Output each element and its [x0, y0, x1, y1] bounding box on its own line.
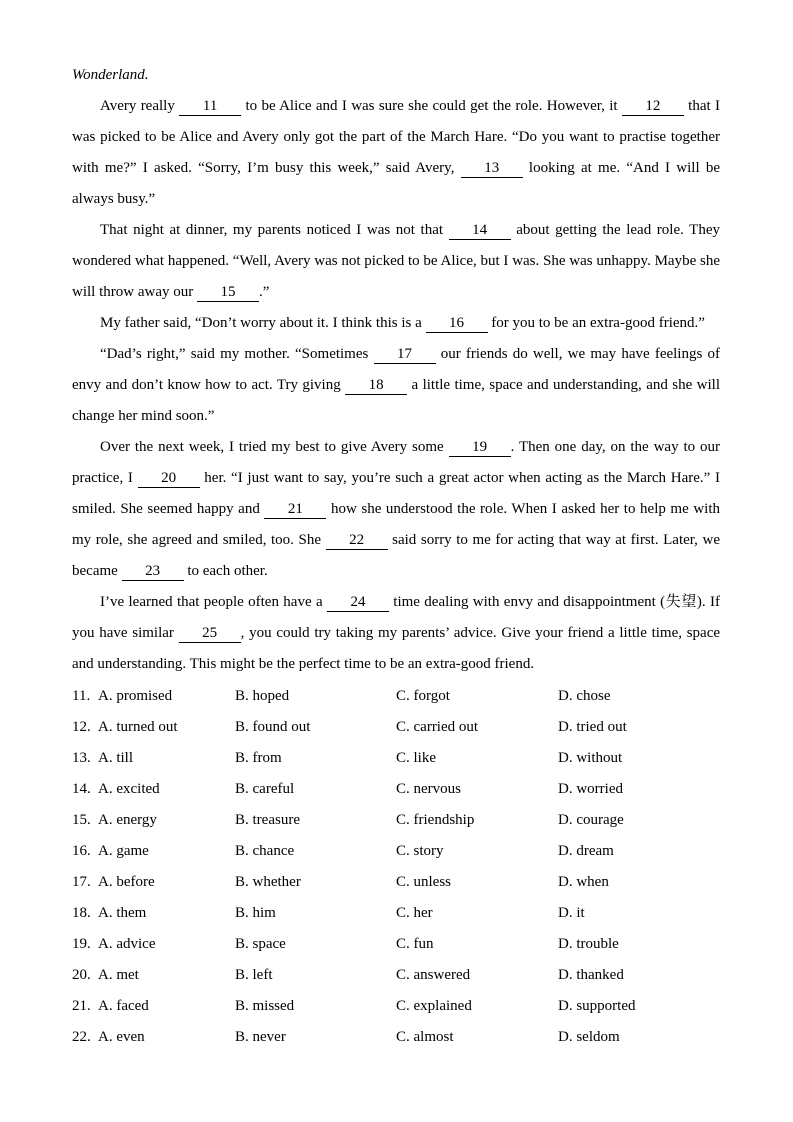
option-choice-a: A. energy [98, 812, 157, 828]
blank-24: 24 [327, 594, 389, 612]
option-choice-c: C. forgot [396, 688, 450, 704]
option-choice-d: D. without [558, 750, 623, 766]
option-choice-b: B. left [235, 967, 273, 983]
option-number: 21. [72, 998, 91, 1014]
option-choice-c: C. story [396, 843, 444, 859]
option-choice-d: D. seldom [558, 1029, 620, 1045]
options-table [72, 681, 720, 1053]
option-row-16 [72, 836, 720, 867]
option-choice-a: A. met [98, 967, 139, 983]
option-choice-b: B. careful [235, 781, 295, 797]
option-choice-c: C. fun [396, 936, 434, 952]
option-choice-b: B. never [235, 1029, 286, 1045]
paragraph-6: I’ve learned that people often have a 24 time dealing with envy and disappointment (失望). If you have similar 25 , you could try taking my parents’ advice. Give your friend a little time, space and understanding. This might be the perfect time to be an extra-good friend. [72, 594, 721, 672]
option-row-12 [72, 712, 720, 743]
blank-23: 23 [122, 563, 184, 581]
option-choice-b: B. chance [235, 843, 295, 859]
option-choice-c: C. explained [396, 998, 472, 1014]
option-number: 14. [72, 781, 91, 797]
option-choice-a: A. even [98, 1029, 145, 1045]
option-choice-d: D. chose [558, 688, 611, 704]
option-row-11 [72, 681, 720, 712]
option-number: 19. [72, 936, 91, 952]
option-number: 16. [72, 843, 91, 859]
blank-19: 19 [449, 439, 511, 457]
option-choice-b: B. missed [235, 998, 295, 1014]
option-choice-a: A. promised [98, 688, 173, 704]
option-choice-d: D. when [558, 874, 609, 890]
paragraph-4: “Dad’s right,” said my mother. “Sometimes 17 our friends do well, we may have feelings of envy and don’t know how to act. Try giving 18 a little time, space and understanding, and she will change her mind soon.” [72, 346, 720, 424]
option-row-15 [72, 805, 720, 836]
option-choice-d: D. tried out [558, 719, 627, 735]
blank-15: 15 [197, 284, 259, 302]
option-row-18 [72, 898, 720, 929]
option-row-21 [72, 991, 720, 1022]
option-row-17 [72, 867, 720, 898]
paragraph-5: Over the next week, I tried my best to give Avery some 19 . Then one day, on the way to our practice, I 20 her. “I just want to say, you’re such a great actor when acting as the March Hare.” I smiled. She seemed happy and 21 how she understood the role. When I asked her to help me with my role, she agreed and smiled, too. She 22 said sorry to me for acting that way at first. Later, we became 23 to each other. [72, 439, 720, 579]
option-choice-a: A. before [98, 874, 155, 890]
option-choice-b: B. treasure [235, 812, 300, 828]
option-number: 13. [72, 750, 91, 766]
paragraph-1: Avery really 11 to be Alice and I was sure she could get the role. However, it 12 that I was picked to be Alice and Avery only got the part of the March Hare. “Do you want to practise together with me?” I asked. “Sorry, I’m busy this week,” said Avery, 13 looking at me. “And I will be always busy.” [72, 98, 720, 207]
option-row-13 [72, 743, 720, 774]
blank-17: 17 [374, 346, 436, 364]
option-choice-c: C. friendship [396, 812, 475, 828]
option-number: 15. [72, 812, 91, 828]
option-choice-d: D. supported [558, 998, 636, 1014]
option-number: 12. [72, 719, 91, 735]
blank-21: 21 [264, 501, 326, 519]
option-choice-b: B. found out [235, 719, 311, 735]
option-choice-d: D. courage [558, 812, 624, 828]
paragraph-3: My father said, “Don’t worry about it. I think this is a 16 for you to be an extra-good friend.” [100, 315, 705, 331]
option-number: 17. [72, 874, 91, 890]
option-choice-c: C. unless [396, 874, 452, 890]
blank-20: 20 [138, 470, 200, 488]
option-choice-a: A. turned out [98, 719, 178, 735]
blank-12: 12 [622, 98, 684, 116]
option-choice-d: D. worried [558, 781, 623, 797]
blank-25: 25 [179, 625, 241, 643]
option-choice-c: C. her [396, 905, 433, 921]
blank-11: 11 [179, 98, 241, 116]
option-choice-c: C. like [396, 750, 436, 766]
option-choice-d: D. trouble [558, 936, 619, 952]
blank-18: 18 [345, 377, 407, 395]
blank-16: 16 [426, 315, 488, 333]
option-row-14 [72, 774, 720, 805]
option-choice-a: A. them [98, 905, 147, 921]
option-row-20 [72, 960, 720, 991]
option-choice-d: D. thanked [558, 967, 624, 983]
option-choice-a: A. advice [98, 936, 156, 952]
option-choice-b: B. hoped [235, 688, 290, 704]
blank-13: 13 [461, 160, 523, 178]
option-number: 20. [72, 967, 91, 983]
option-row-22 [72, 1022, 720, 1053]
option-choice-d: D. dream [558, 843, 614, 859]
passage-title: Wonderland. [72, 67, 149, 83]
option-choice-a: A. game [98, 843, 149, 859]
option-choice-b: B. space [235, 936, 286, 952]
option-number: 18. [72, 905, 91, 921]
blank-14: 14 [449, 222, 511, 240]
option-choice-d: D. it [558, 905, 585, 921]
option-choice-b: B. whether [235, 874, 301, 890]
option-number: 11. [72, 688, 91, 704]
option-choice-c: C. answered [396, 967, 471, 983]
option-choice-c: C. almost [396, 1029, 454, 1045]
blank-22: 22 [326, 532, 388, 550]
paragraph-2: That night at dinner, my parents noticed I was not that 14 about getting the lead role. They wondered what happened. “Well, Avery was not picked to be Alice, but I was. She was unhappy. Maybe she will throw away our 15 .” [72, 222, 720, 300]
option-row-19 [72, 929, 720, 960]
option-choice-c: C. carried out [396, 719, 479, 735]
option-choice-a: A. till [98, 750, 134, 766]
option-choice-b: B. from [235, 750, 282, 766]
option-choice-a: A. excited [98, 781, 160, 797]
option-choice-a: A. faced [98, 998, 149, 1014]
passage [72, 91, 720, 680]
option-choice-c: C. nervous [396, 781, 461, 797]
option-choice-b: B. him [235, 905, 276, 921]
option-number: 22. [72, 1029, 91, 1045]
